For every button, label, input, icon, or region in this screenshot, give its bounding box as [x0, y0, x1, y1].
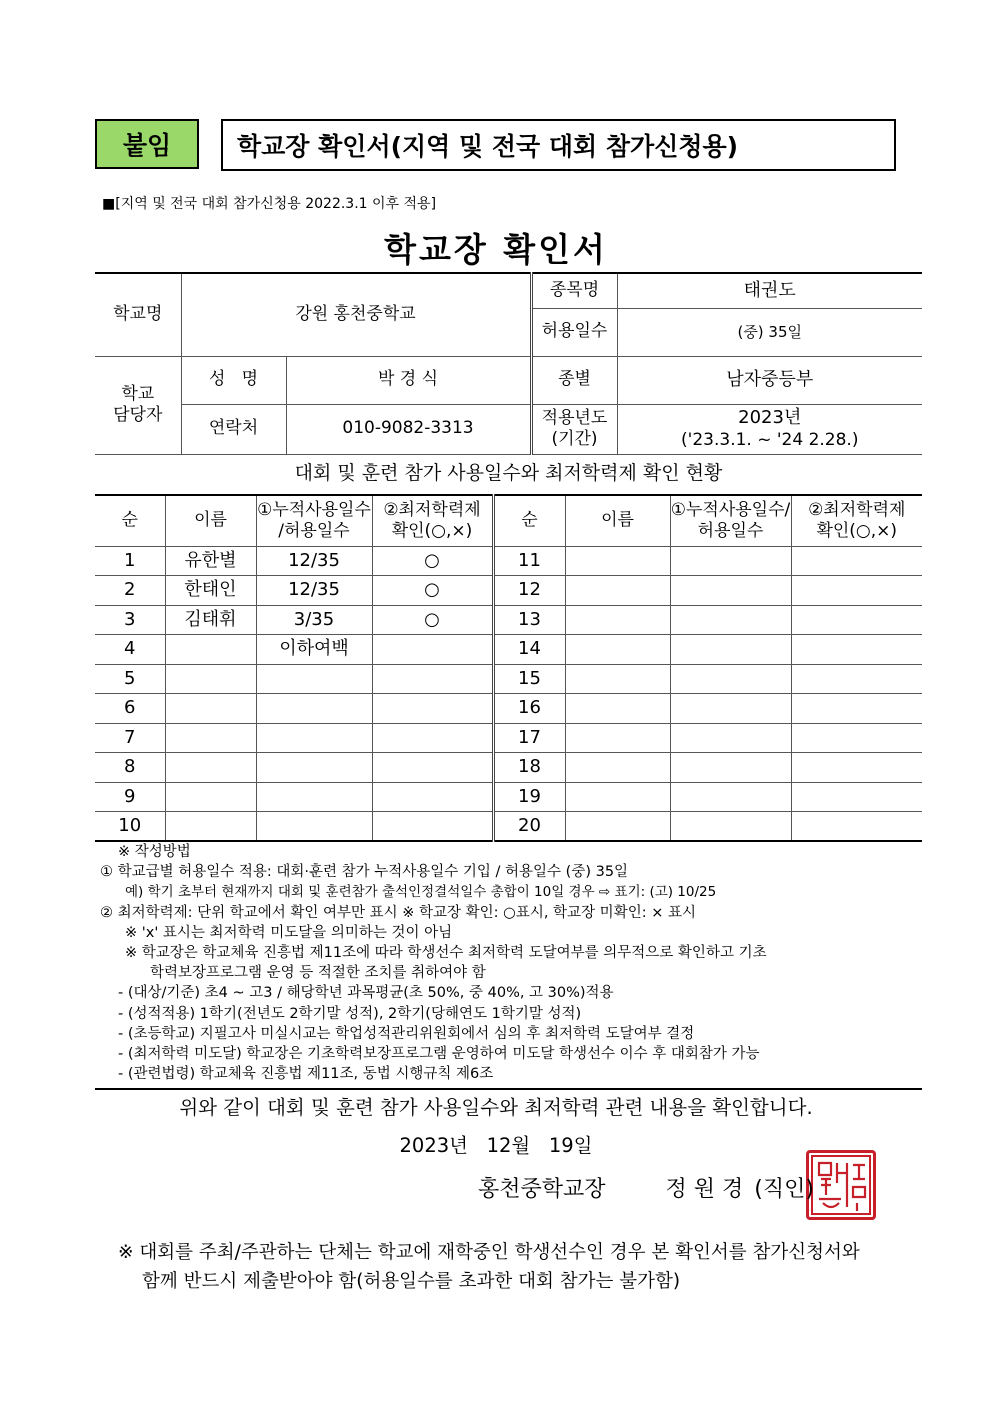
table-row: [95, 812, 922, 842]
row-no-right: 13: [493, 605, 565, 635]
detail-5: - (관련법령) 학교체육 진흥법 제11조, 동법 시행규칙 제6조: [118, 1066, 494, 1083]
header-no-right: 순: [493, 495, 565, 546]
table-row: [95, 635, 922, 665]
header-days: ①누적사용일수 /허용일수: [256, 495, 372, 546]
allowed-days-label: 허용일수: [531, 308, 617, 356]
row-name: [165, 635, 256, 665]
note-2-a: ※ 'x' 표시는 최저학력 미도달을 의미하는 것이 아님: [125, 924, 453, 941]
row-days: [256, 664, 372, 694]
row-check-right: [791, 576, 922, 606]
year-value: 2023년: [738, 407, 802, 429]
row-days: [256, 812, 372, 842]
detail-2: - (성적적용) 1학기(전년도 2학기말 성적), 2학기(당해연도 1학기말 성적): [118, 1005, 582, 1022]
footer-line-2: 함께 반드시 제출받아야 함(허용일수를 초과한 대회 참가는 불가함): [142, 1271, 681, 1292]
year-period: ('23.3.1. ~ '24 2.28.): [681, 429, 859, 450]
row-name: 한태인: [165, 576, 256, 606]
row-no: 9: [95, 782, 165, 812]
table-row: [95, 664, 922, 694]
row-name-right: [565, 782, 670, 812]
row-no-right: 19: [493, 782, 565, 812]
footer-line-1: ※ 대회를 주최/주관하는 단체는 학교에 재학중인 학생선수인 경우 본 확인서를 참가신청서와: [118, 1242, 860, 1263]
row-name: [165, 723, 256, 753]
row-name: [165, 664, 256, 694]
name-label: 성 명: [181, 356, 286, 404]
row-name-right: [565, 605, 670, 635]
row-no-right: 20: [493, 812, 565, 842]
detail-4: - (최저학력 미도달) 학교장은 기초학력보장프로그램 운영하여 미도달 학생선수 이수 후 대회참가 가능: [118, 1046, 760, 1063]
division-label: 종별: [531, 356, 617, 404]
row-check: [372, 812, 493, 842]
row-check-right: [791, 635, 922, 665]
row-no-right: 12: [493, 576, 565, 606]
signer-position: 홍천중학교장: [478, 1177, 606, 1202]
year-cell: [617, 404, 922, 454]
row-check: [372, 694, 493, 724]
row-no-right: 14: [493, 635, 565, 665]
row-days-right: [670, 635, 791, 665]
row-no: 2: [95, 576, 165, 606]
row-no: 7: [95, 723, 165, 753]
row-name: [165, 694, 256, 724]
row-days-right: [670, 694, 791, 724]
name-value: 박 경 식: [286, 356, 531, 404]
table-row: [95, 723, 922, 753]
seal-mark: (직인): [754, 1177, 814, 1202]
note-2-b: ※ 학교장은 학교체육 진흥법 제11조에 따라 학생선수 최저학력 도달여부를 의무적으로 확인하고 기초: [125, 945, 767, 962]
row-check-right: [791, 694, 922, 724]
row-check: ○: [372, 605, 493, 635]
row-days: [256, 694, 372, 724]
row-days: [256, 782, 372, 812]
header-days-right: ①누적사용일수/ 허용일수: [670, 495, 791, 546]
note-2-b2: 학력보장프로그램 운영 등 적절한 조치를 취하여야 함: [150, 965, 486, 982]
table-row: [95, 694, 922, 724]
row-check-right: [791, 723, 922, 753]
note-1-example: 예) 학기 초부터 현재까지 대회 및 훈련참가 출석인정결석일수 총합이 10일 경우 ⇨ 표기: (고) 10/25: [125, 884, 717, 901]
row-no-right: 11: [493, 546, 565, 576]
row-no-right: 16: [493, 694, 565, 724]
table-row: [95, 753, 922, 783]
row-check: [372, 753, 493, 783]
row-check: [372, 782, 493, 812]
applied-note: ■[지역 및 전국 대회 참가신청용 2022.3.1 이후 적용]: [102, 196, 437, 212]
row-days: 12/35: [256, 546, 372, 576]
row-days: 이하여백: [256, 635, 372, 665]
table-row: [95, 782, 922, 812]
issue-date: 2023년 12월 19일: [399, 1134, 593, 1157]
row-days-right: [670, 576, 791, 606]
row-no: 8: [95, 753, 165, 783]
row-name-right: [565, 635, 670, 665]
row-check-right: [791, 812, 922, 842]
official-seal: [806, 1150, 876, 1220]
row-days-right: [670, 723, 791, 753]
header-title: 학교장 확인서(지역 및 전국 대회 참가신청용): [221, 119, 896, 171]
detail-3: - (초등학교) 지필고사 미실시교는 학업성적관리위원회에서 심의 후 최저학력 도달여부 결정: [118, 1025, 695, 1042]
row-name-right: [565, 723, 670, 753]
detail-1: - (대상/기준) 초4 ~ 고3 / 해당학년 과목평균(초 50%, 중 40%, 고 30%)적용: [118, 985, 614, 1002]
row-name: 김태휘: [165, 605, 256, 635]
row-no: 4: [95, 635, 165, 665]
row-days-right: [670, 782, 791, 812]
row-name: 유한별: [165, 546, 256, 576]
row-name: [165, 812, 256, 842]
row-no-right: 17: [493, 723, 565, 753]
school-value: 강원 홍천중학교: [181, 273, 531, 356]
row-name: [165, 753, 256, 783]
usage-subtitle: 대회 및 훈련 참가 사용일수와 최저학력제 확인 현황: [294, 462, 723, 484]
signer-name: 정 원 경: [665, 1177, 744, 1202]
row-days-right: [670, 664, 791, 694]
row-check-right: [791, 664, 922, 694]
header-check: ②최저학력제 확인(○,×): [372, 495, 493, 546]
row-name-right: [565, 576, 670, 606]
year-label: 적용년도 (기간): [531, 404, 617, 454]
allowed-days-value: (중) 35일: [617, 308, 922, 356]
row-check: [372, 664, 493, 694]
row-check: ○: [372, 576, 493, 606]
row-days-right: [670, 753, 791, 783]
info-table: [95, 272, 922, 455]
row-no-right: 18: [493, 753, 565, 783]
row-no-right: 15: [493, 664, 565, 694]
row-check-right: [791, 546, 922, 576]
division-value: 남자중등부: [617, 356, 922, 404]
row-name-right: [565, 694, 670, 724]
row-days-right: [670, 546, 791, 576]
row-check: [372, 635, 493, 665]
row-days-right: [670, 605, 791, 635]
attachment-tag: 붙임: [95, 119, 199, 169]
row-name-right: [565, 812, 670, 842]
row-no: 3: [95, 605, 165, 635]
footer-note: [118, 1238, 860, 1296]
row-days: [256, 723, 372, 753]
table-row: [95, 546, 922, 576]
contact-label: 연락처: [181, 404, 286, 454]
note-2: ② 최저학력제: 단위 학교에서 확인 여부만 표시 ※ 학교장 확인: ○표시, 학교장 미확인: × 표시: [100, 904, 696, 921]
row-no: 10: [95, 812, 165, 842]
confirm-statement: 위와 같이 대회 및 훈련 참가 사용일수와 최저학력 관련 내용을 확인합니다.: [179, 1096, 813, 1119]
row-check: [372, 723, 493, 753]
student-table: [95, 494, 922, 842]
header-no: 순: [95, 495, 165, 546]
manager-label: 학교 담당자: [95, 356, 181, 454]
row-name: [165, 782, 256, 812]
row-no: 5: [95, 664, 165, 694]
row-days-right: [670, 812, 791, 842]
sport-label: 종목명: [531, 273, 617, 308]
row-name-right: [565, 753, 670, 783]
row-days: 12/35: [256, 576, 372, 606]
row-check-right: [791, 782, 922, 812]
instructions: [100, 842, 930, 1084]
contact-value: 010-9082-3313: [286, 404, 531, 454]
header-name-right: 이름: [565, 495, 670, 546]
seal-icon: [809, 1153, 873, 1217]
row-check-right: [791, 605, 922, 635]
signature-line: [478, 1172, 814, 1203]
row-days: 3/35: [256, 605, 372, 635]
table-row: [95, 605, 922, 635]
school-label: 학교명: [95, 273, 181, 356]
row-days: [256, 753, 372, 783]
note-1: ① 학교급별 허용일수 적용: 대회·훈련 참가 누적사용일수 기입 / 허용일수 (중) 35일: [100, 864, 629, 881]
sport-value: 태권도: [617, 273, 922, 308]
row-no: 6: [95, 694, 165, 724]
page-title: 학교장 확인서: [384, 230, 608, 269]
divider: [95, 1088, 922, 1090]
row-name-right: [565, 546, 670, 576]
row-no: 1: [95, 546, 165, 576]
row-check-right: [791, 753, 922, 783]
table-row: [95, 576, 922, 606]
row-check: ○: [372, 546, 493, 576]
header-check-right: ②최저학력제 확인(○,×): [791, 495, 922, 546]
notes-heading: ※ 작성방법: [118, 844, 191, 860]
header-name: 이름: [165, 495, 256, 546]
row-name-right: [565, 664, 670, 694]
